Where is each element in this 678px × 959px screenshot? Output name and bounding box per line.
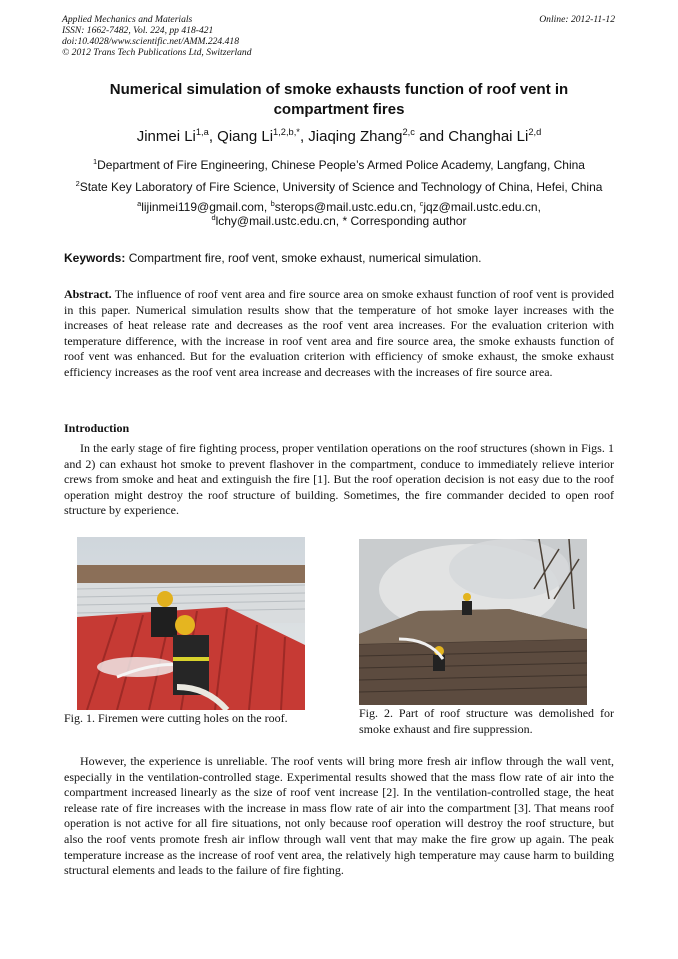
figure-1-photo xyxy=(77,537,305,710)
author-emails xyxy=(0,200,678,228)
figure-2-photo xyxy=(359,539,587,705)
keywords xyxy=(64,251,482,265)
affiliation-1 xyxy=(0,158,678,172)
email: lchy@mail.ustc.edu.cn, * Corresponding author xyxy=(215,214,467,228)
author-sup: 2,c xyxy=(402,127,415,137)
abstract-text: The influence of roof vent area and fire source area on smoke exhaust function of roof vent is provided in this paper. Numerical simulation results show that the temperature of hot smoke layer increases with the increases of heat release rate and decreases as the roof vent area increases. For the evaluation criterion with temperature difference, with the increase in roof vent area and fire source area, the smoke exhausts function of roof vent was enhanced. But for the evaluation criterion with efficiency of smoke exhaust, the smoke exhaust efficiency increases as the roof vent area increase and decreases with the increases of fire source area. xyxy=(64,287,614,379)
email-sup: a xyxy=(137,199,142,208)
abstract xyxy=(64,287,614,381)
email: lijinmei119@gmail.com, xyxy=(141,200,271,214)
figure-1-caption: Fig. 1. Firemen were cutting holes on the roof. xyxy=(64,711,288,725)
affiliation-num: 1 xyxy=(93,157,98,166)
affiliation-2 xyxy=(0,180,678,194)
author-sup: 2,d xyxy=(528,127,542,137)
affiliation-text: Department of Fire Engineering, Chinese People’s Armed Police Academy, Langfang, China xyxy=(97,158,585,172)
online-date: Online: 2012-11-12 xyxy=(539,14,615,25)
email-sup: b xyxy=(270,199,275,208)
email-sup: c xyxy=(419,199,424,208)
keywords-label: Keywords: xyxy=(64,251,126,265)
author-sup: 1,2,b,* xyxy=(273,127,300,137)
journal-header xyxy=(62,14,252,58)
abstract-label: Abstract. xyxy=(64,287,112,301)
title-line-2: compartment fires xyxy=(273,101,405,118)
copyright: © 2012 Trans Tech Publications Ltd, Switzerland xyxy=(62,47,252,58)
email-line-2 xyxy=(0,214,678,228)
author-name: Changhai Li xyxy=(448,128,529,145)
title-line-1: Numerical simulation of smoke exhausts function of roof vent in xyxy=(109,81,569,98)
body-paragraph: However, the experience is unreliable. The roof vents will bring more fresh air inflow through the wall vent, especially in the ventilation-controlled stage. Experimental results showed that the mass flow rate of air into the compartment increased linearly as the size of roof vent increase [2]. In the ventilation-controlled stage, the heat release rate of fire increases with the increase in mass flow rate of air into the compartment [3]. That means roof operation is not active for all fire situations, not only because roof operation will destroy the roof structure, but also the roof vents promote fresh air inflow through wall vent that may make the fire grow up again. The peak temperature increase as the increase of roof vent area, the relatively high temperature may cause harm to building structural elements and leads to the failure of fire fighting. xyxy=(64,754,614,878)
author-separator: , xyxy=(208,128,218,145)
email: jqz@mail.ustc.edu.cn, xyxy=(423,200,541,214)
figure-2-caption: Fig. 2. Part of roof structure was demolished for smoke exhaust and fire suppression. xyxy=(359,706,614,736)
author-list xyxy=(0,128,678,145)
author-name: Jiaqing Zhang xyxy=(308,128,403,145)
keywords-text: Compartment fire, roof vent, smoke exhaust, numerical simulation. xyxy=(125,251,482,265)
email-sup: d xyxy=(211,213,216,222)
author-separator: , xyxy=(299,128,309,145)
issn: ISSN: 1662-7482, Vol. 224, pp 418-421 xyxy=(62,25,214,36)
section-heading-introduction: Introduction xyxy=(64,421,130,435)
author-name: Jinmei Li xyxy=(136,128,196,145)
email-line-1 xyxy=(0,200,678,214)
introduction-paragraph: In the early stage of fire fighting process, proper ventilation operations on the roof structures (shown in Figs. 1 and 2) can exhaust hot smoke to prevent flashover in the compartment, conduce to immediately relieve interior crews from smoke and heat and extinguish the fire [1]. But the roof operation decision is not easy due to the roof operation might destroy the roof structure of building. Sometimes, the fire commander decided to open roof structure by experience. xyxy=(64,441,614,518)
paper-title xyxy=(80,80,598,120)
email: sterops@mail.ustc.edu.cn, xyxy=(274,200,420,214)
affiliation-text: State Key Laboratory of Fire Science, University of Science and Technology of China, Hefei, China xyxy=(79,180,603,194)
author-sup: 1,a xyxy=(195,127,209,137)
author-and: and xyxy=(414,128,449,145)
author-name: Qiang Li xyxy=(217,128,274,145)
journal-name: Applied Mechanics and Materials xyxy=(62,14,193,25)
affiliation-num: 2 xyxy=(75,179,80,188)
doi: doi:10.4028/www.scientific.net/AMM.224.418 xyxy=(62,36,240,47)
